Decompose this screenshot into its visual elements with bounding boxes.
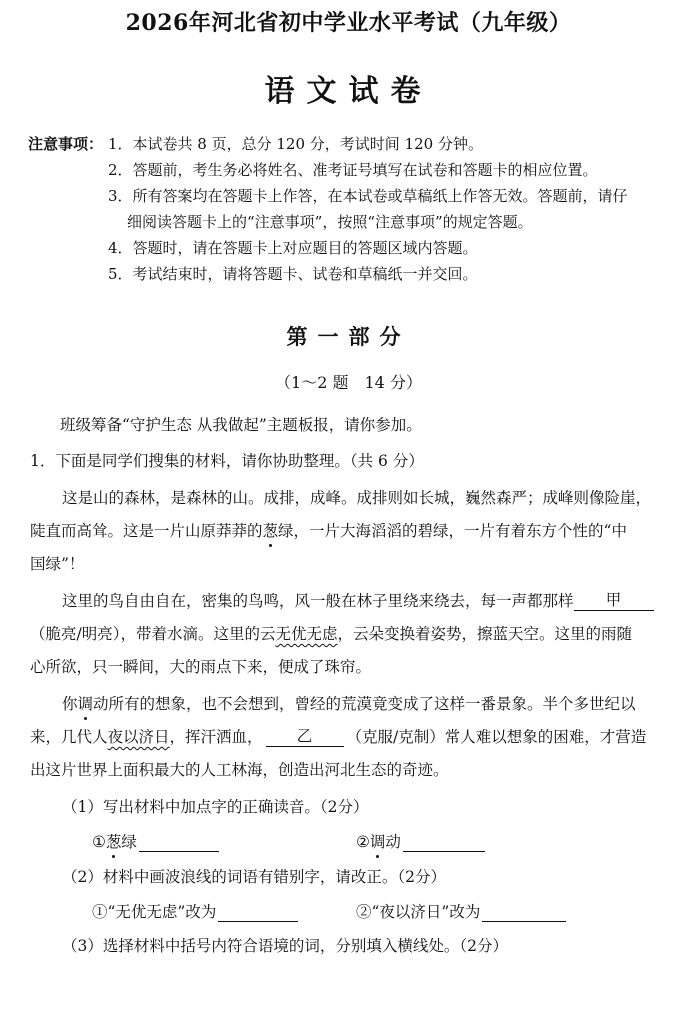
item-text: 绿 [121,833,137,851]
note-item: 细阅读答题卡上的“注意事项”，按照“注意事项”的规定答题。 [127,213,533,231]
material-text: 动所有的想象，也不会想到，曾经的荒漠竟变成了这样一番景象。半个多世纪以 [93,695,636,713]
answer-1b [356,830,485,852]
material-text: ，云朵变换着姿势，擦蓝天空。这里的雨随 [337,625,633,643]
item-text: ②“夜以济日”改为 [356,903,481,921]
material-line: 这是山的森林，是森林的山。成排，成峰。成排则如长城，巍然森严；成峰则像险崖， [62,489,652,507]
item-number: ① [92,833,106,851]
material-text: 你 [62,695,78,713]
material-line [62,692,636,714]
material-text: ，挥汗洒血， [169,728,263,746]
answer-blank[interactable] [139,832,219,852]
material-text: 这里的鸟自由自在，密集的鸟鸣，风一般在林子里绕来绕去，每一声都那样 [62,592,574,610]
material-line [30,725,646,747]
dotted-char: 葱 [106,830,122,852]
item-text: ①“无优无虑”改为 [92,903,217,921]
item-text: 动 [385,833,401,851]
note-item: 1．本试卷共 8 页，总分 120 分，考试时间 120 分钟。 [108,135,483,153]
dotted-char: 调 [78,692,94,714]
subject-title: 语文试卷 [264,74,433,109]
note-item: 3．所有答案均在答题卡上作答，在本试卷或草稿纸上作答无效。答题前，请仔 [108,187,628,205]
subquestion-3-stem: （3）选择材料中括号内符合语境的词，分别填入横线处。（2分） [62,937,508,955]
material-text: （克服/克制）常人难以想象的困难，才营造 [346,728,647,746]
material-text: 绿 [278,522,294,540]
note-item: 4．答题时，请在答题卡上对应题目的答题区域内答题。 [108,239,478,257]
blank-jia[interactable]: 甲 [574,591,654,611]
dotted-char: 调 [370,830,386,852]
note-item: 5．考试结束时，请将答题卡、试卷和草稿纸一并交回。 [108,265,478,283]
answer-blank[interactable] [482,902,566,922]
answer-blank[interactable] [403,832,485,852]
exam-title: 2026年河北省初中学业水平考试（九年级） [125,10,572,36]
material-text: 来，几代人 [30,728,108,746]
wavy-word-1: 无优无虑 [275,625,338,643]
dotted-char: 葱 [263,519,279,541]
material-text: 陡直而高耸。这是一片山原莽莽的 [30,522,263,540]
material-line: 心所欲，只一瞬间，大的雨点下来，便成了珠帘。 [30,658,372,676]
material-line [30,622,632,644]
subquestion-1-stem: （1）写出材料中加点字的正确读音。（2分） [62,798,369,816]
blank-yi[interactable]: 乙 [266,727,344,747]
material-text: ，一片大海滔滔的碧绿，一片有着东方个性的“中 [293,522,627,540]
material-line: 国绿”！ [30,555,85,573]
part-title: 第一部分 [286,324,411,349]
notes-label: 注意事项： [28,135,104,153]
note-item: 2．答题前，考生务必将姓名、准考证号填写在试卷和答题卡的相应位置。 [108,161,598,179]
answer-1a [92,830,219,852]
item-number: ② [356,833,370,851]
material-line [30,519,627,541]
subquestion-2-stem: （2）材料中画波浪线的词语有错别字，请改正。（2分） [62,868,446,886]
answer-2a [92,900,298,922]
part-range: （1～2 题 14 分） [275,373,422,392]
material-line: 出这片世界上面积最大的人工林海，创造出河北生态的奇迹。 [30,761,449,779]
material-text: （脆亮/明亮），带着水滴。这里的云 [30,625,276,643]
material-line [62,589,654,611]
wavy-word-2: 夜以济日 [107,728,170,746]
answer-2b [356,900,566,922]
question-1-stem: 1．下面是同学们搜集的材料，请你协助整理。（共 6 分） [30,452,424,470]
answer-blank[interactable] [218,902,298,922]
intro-text: 班级筹备“守护生态 从我做起”主题板报，请你参加。 [60,416,422,434]
